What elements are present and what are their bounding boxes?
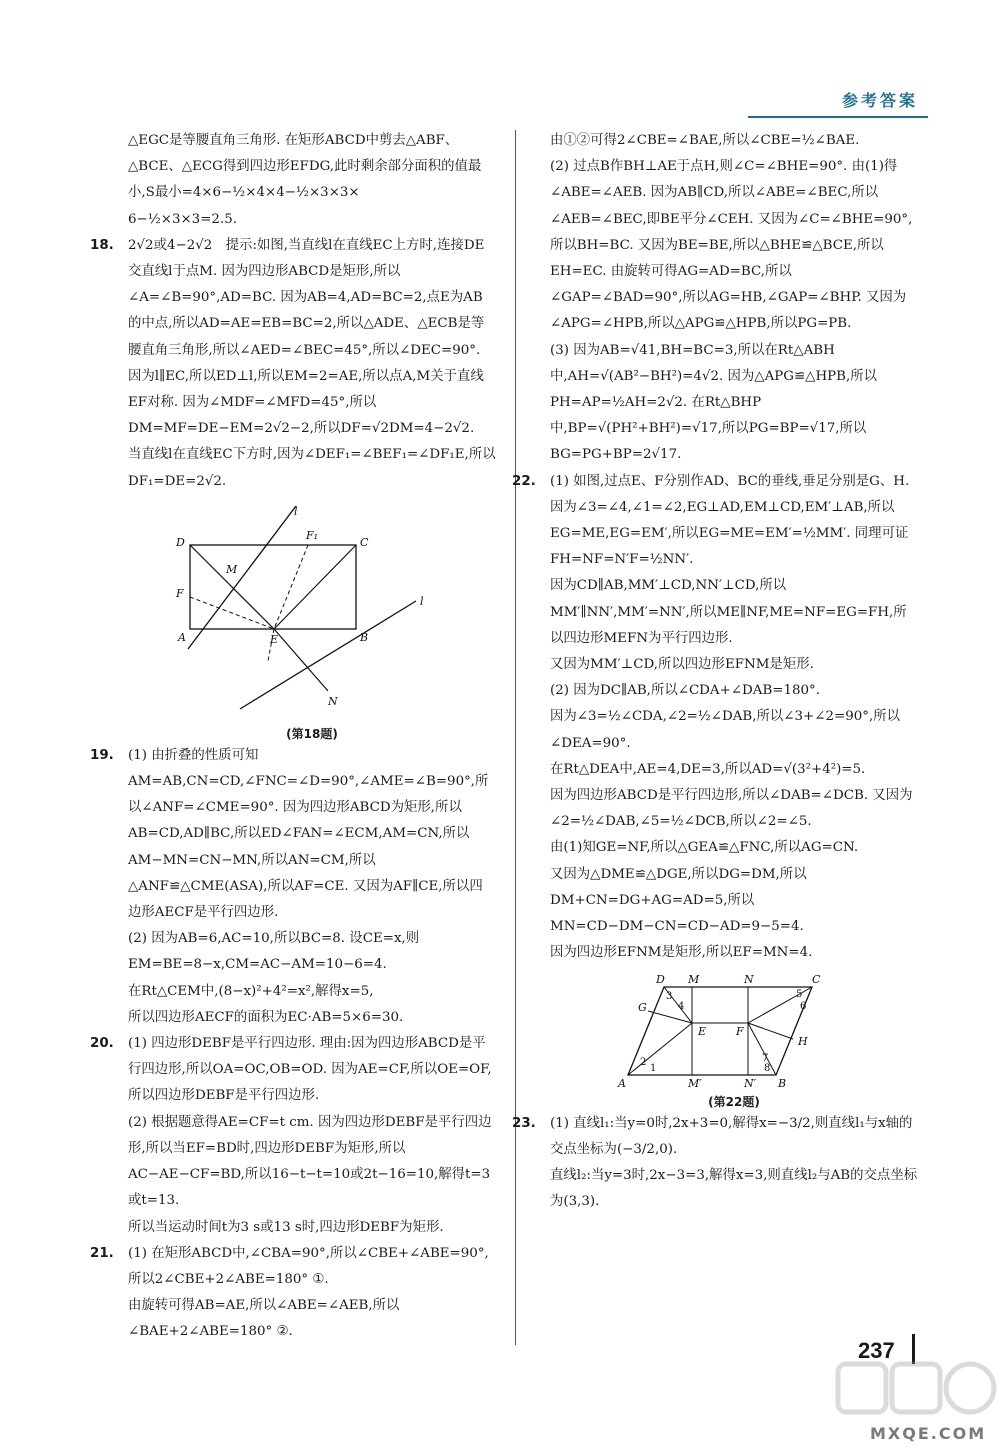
label-m: M	[688, 972, 700, 986]
figure-18	[128, 501, 488, 723]
q19-text-1: (1) 由折叠的性质可知AM=AB,CN=CD,∠FNC=∠D=90°,∠AME=∠B=90°,所以∠ANF=∠CME=90°. 因为四边形ABCD为矩形,所以AB=CD,AD∥BC,所以ED∠FAN=∠ECM,AM=CN,所以AM−MN=CN−MN,所以AN=CM,所以△ANF≌△CME(ASA),所以AF=CE. 又因为AF∥CE,所以四边形AECF是平行四边形.	[128, 747, 489, 921]
segment-ec	[274, 545, 356, 629]
angle-3: 3	[666, 990, 673, 1002]
q22-text-9: 由(1)知GE=NF,所以△GEA≌△FNC,所以AG=CN.	[550, 840, 859, 856]
parallelogram-abcd	[628, 987, 812, 1075]
label-f: F	[176, 586, 184, 600]
line-l-lower	[240, 601, 416, 709]
label-a: A	[618, 1076, 626, 1090]
label-f: F	[736, 1024, 744, 1038]
q20-number: 20.	[90, 1036, 114, 1052]
question-22	[512, 469, 918, 1111]
q21-text-2: 由旋转可得AB=AE,所以∠ABE=∠AEB,所以∠BAE+2∠ABE=180° ②.	[128, 1298, 400, 1340]
label-d: D	[656, 972, 665, 986]
q22-text-10: 又因为△DME≌△DGE,所以DG=DM,所以DM+CN=DG+AG=AD=5,所以MN=CD−DM−CN=CD−AD=9−5=4.	[550, 866, 807, 935]
label-l-lower: l	[420, 594, 424, 608]
q19-text-3: 在Rt△CEM中,(8−x)²+4²=x²,解得x=5,	[128, 983, 374, 999]
rectangle-abcd	[190, 545, 356, 629]
angle-6: 6	[800, 1000, 807, 1012]
q22-text-8: 因为四边形ABCD是平行四边形,所以∠DAB=∠DCB. 又因为∠2=½∠DAB,∠5=½∠DCB,所以∠2=∠5.	[550, 788, 913, 830]
question-18	[90, 233, 496, 743]
q20-text-1: (1) 四边形DEBF是平行四边形. 理由:因为四边形ABCD是平行四边形,所以OA=OC,OB=OD. 因为AE=CF,所以OE=OF,所以四边形DEBF是平行四边形.	[128, 1036, 492, 1104]
q21-text-1: (1) 在矩形ABCD中,∠CBA=90°,所以∠CBE+∠ABE=90°,所以2∠CBE+2∠ABE=180° ①.	[128, 1245, 489, 1287]
label-a: A	[178, 630, 186, 644]
q22-text-4: 又因为MM′⊥CD,所以四边形EFNM是矩形.	[550, 657, 814, 673]
q23-number: 23.	[512, 1115, 536, 1131]
segment-bf	[748, 1023, 776, 1075]
label-d: D	[176, 535, 185, 549]
q18-text-1: 2√2或4−2√2 提示:如图,当直线l在直线EC上方时,连接DE交直线l于点M. 因为四边形ABCD是矩形,所以∠A=∠B=90°,AD=BC. 因为AB=4,AD=BC=2,点E为AB的中点,所以AD=AE=EB=BC=2,所以△ADE、△ECB是等腰直角三角形,所以∠AED=∠BEC=45°,所以∠DEC=90°. 因为l∥EC,所以ED⊥l,所以EM=2=AE,所以点A,M关于直线EF对称. 因为∠MDF=∠MFD=45°,所以DM=MF=DE−EM=2√2−2,所以DF=√2DM=4−2√2.	[128, 237, 485, 437]
q21-continuation-2: (2) 过点B作BH⊥AE于点H,则∠C=∠BHE=90°. 由(1)得∠ABE=∠AEB. 因为AB∥CD,所以∠ABE=∠BEC,所以∠AEB=∠BEC,即BE平分∠CEH. 又因为∠C=∠BHE=90°,所以BH=BC. 又因为BE=BE,所以△BHE≌△BCE,所以EH=EC. 由旋转可得AG=AD=BC,所以∠GAP=∠BAD=90°,所以AG=HB,∠GAP=∠BHP. 又因为∠APG=∠HPB,所以△APG≌△HPB,所以PG=PB.	[550, 159, 913, 332]
label-f1: F₁	[306, 528, 319, 542]
angle-2: 2	[640, 1056, 647, 1068]
question-19	[90, 743, 496, 1031]
label-b: B	[778, 1076, 787, 1090]
q22-text-5: (2) 因为DC∥AB,所以∠CDA+∠DAB=180°.	[550, 683, 821, 699]
label-h: H	[798, 1034, 808, 1048]
q22-text-7: 在Rt△DEA中,AE=4,DE=3,所以AD=√(3²+4²)=5.	[550, 761, 866, 777]
label-m: M	[226, 562, 238, 576]
left-column	[90, 128, 496, 1346]
q17-continuation: △EGC是等腰直角三角形. 在矩形ABCD中剪去△ABF、△BCE、△ECG得到四边形EFDG,此时剩余部分面积的值最小,S最小=4×6−½×4×4−½×3×3×	[128, 133, 482, 201]
page-number: 237	[858, 1338, 895, 1363]
line-l-upper	[188, 506, 296, 649]
label-e: E	[698, 1024, 707, 1038]
label-g: G	[638, 1000, 647, 1014]
q21-continuation-1: 由①②可得2∠CBE=∠BAE,所以∠CBE=½∠BAE.	[550, 133, 860, 148]
q23-text-2: 直线l₂:当y=3时,2x−3=3,解得x=3,则直线l₂与AB的交点坐标为(3,3).	[550, 1167, 918, 1210]
column-divider	[515, 130, 516, 1345]
header-rule	[748, 116, 928, 118]
label-n: N	[328, 694, 338, 708]
q21-continuation-3: (3) 因为AB=√41,BH=BC=3,所以在Rt△ABH中,AH=√(AB²−BH²)=4√2. 因为△APG≌△HPB,所以PH=AP=½AH=2√2. 在Rt△BHP中,BP=√(PH²+BH²)=√17,所以PG=BP=√17,所以BG=PG+BP=2√17.	[550, 342, 878, 463]
header-title: 参考答案	[841, 91, 918, 110]
q22-text-1: (1) 如图,过点E、F分别作AD、BC的垂线,垂足分别是G、H.	[550, 473, 910, 489]
segment-fh	[748, 1023, 793, 1039]
q20-text-2: (2) 根据题意得AE=CF=t cm. 因为四边形DEBF是平行四边形,所以当EF=BD时,四边形DEBF为矩形,所以AC−AE−CF=BD,所以16−t−t=10或2t−16=10,解得t=3或t=13.	[128, 1114, 492, 1209]
q20-text-3: 所以当运动时间t为3 s或13 s时,四边形DEBF为矩形.	[128, 1219, 444, 1235]
segment-eg	[648, 1011, 692, 1023]
question-20	[90, 1031, 496, 1241]
q22-number: 22.	[512, 473, 536, 489]
q19-text-4: 所以四边形AECF的面积为EC·AB=5×6=30.	[128, 1009, 404, 1025]
label-m-prime: M′	[688, 1076, 702, 1090]
question-21	[90, 1241, 496, 1346]
angle-5: 5	[796, 988, 803, 1000]
q23-text-1: (1) 直线l₁:当y=0时,2x+3=0,解得x=−3/2,则直线l₁与x轴的交点坐标为(−3/2,0).	[550, 1115, 913, 1157]
q19-number: 19.	[90, 747, 114, 763]
label-e: E	[270, 632, 279, 646]
q22-text-6: 因为∠3=½∠CDA,∠2=½∠DAB,所以∠3+∠2=90°,所以∠DEA=90°.	[550, 709, 900, 751]
label-b: B	[360, 630, 369, 644]
q17-continuation-end: 6−½×3×3=2.5.	[128, 211, 237, 227]
segment-de	[190, 545, 274, 629]
segment-ef	[190, 597, 274, 629]
q18-number: 18.	[90, 237, 114, 253]
segment-ef1	[274, 545, 308, 629]
label-c: C	[360, 535, 369, 549]
label-n: N	[744, 972, 754, 986]
q21-number: 21.	[90, 1245, 114, 1261]
q18-text-2: 当直线l在直线EC下方时,因为∠DEF₁=∠BEF₁=∠DF₁E,所以DF₁=DE=2√2.	[128, 447, 496, 489]
q22-text-2: 因为∠3=∠4,∠1=∠2,EG⊥AD,EM⊥CD,EM′⊥AB,所以EG=ME,EG=EM′,所以EG=ME=EM′=½MM′. 同理可证FH=NF=N′F=½NN′.	[550, 499, 909, 568]
angle-8: 8	[764, 1062, 771, 1074]
figure-22	[550, 973, 910, 1091]
label-n-prime: N′	[744, 1076, 757, 1090]
q22-text-3: 因为CD∥AB,MM′⊥CD,NN′⊥CD,所以MM′∥NN′,MM′=NN′,所以ME∥NF,ME=NF=EG=FH,所以四边形MEFN为平行四边形.	[550, 578, 907, 646]
label-l-upper: l	[294, 504, 298, 518]
question-23	[512, 1111, 918, 1216]
q22-text-11: 因为四边形EFNM是矩形,所以EF=MN=4.	[550, 945, 813, 961]
angle-4: 4	[678, 1000, 685, 1012]
q19-text-2: (2) 因为AB=6,AC=10,所以BC=8. 设CE=x,则EM=BE=8−x,CM=AC−AM=10−6=4.	[128, 931, 420, 973]
page-header	[748, 88, 928, 120]
watermark-text: MXQE.COM	[870, 1424, 987, 1443]
segment-ae	[628, 1023, 692, 1075]
angle-1: 1	[650, 1062, 657, 1074]
angle-7: 7	[762, 1052, 769, 1064]
right-column	[512, 128, 918, 1215]
figure-22-caption: (第22题)	[708, 1094, 760, 1109]
figure-18-caption: (第18题)	[286, 726, 338, 741]
label-c: C	[812, 972, 821, 986]
